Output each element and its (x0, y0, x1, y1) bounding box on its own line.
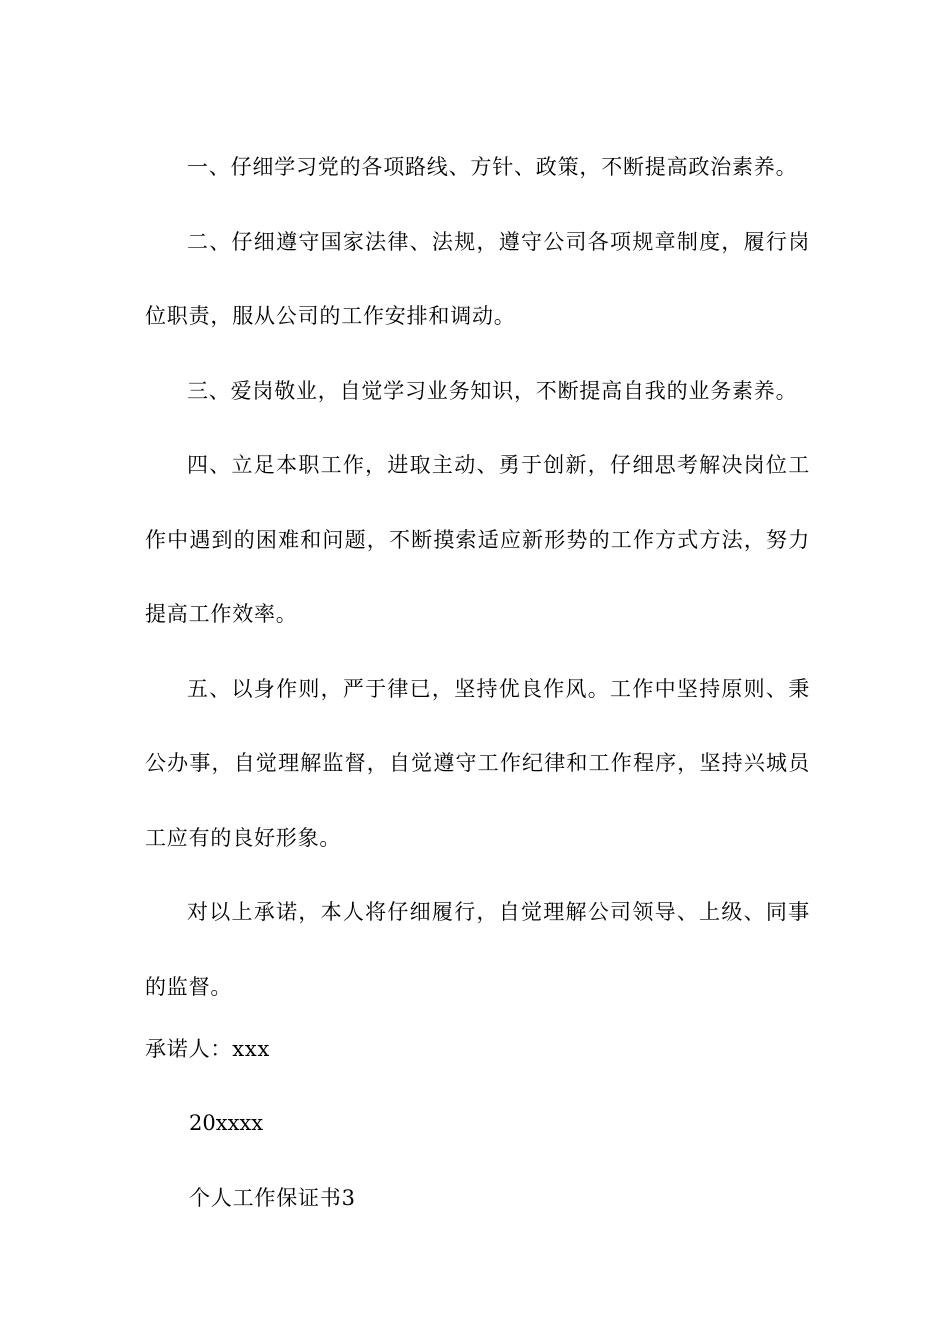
signer-line: 承诺人：xxx (145, 1037, 271, 1061)
paragraph-1: 一、仔细学习党的各项路线、方针、政策，不断提高政治素养。 (187, 155, 798, 179)
paragraph-6: 对以上承诺，本人将仔细履行，自觉理解公司领导、上级、同事的监督。 (145, 900, 810, 999)
paragraph-3: 三、爱岗敬业，自觉学习业务知识，不断提高自我的业务素养。 (187, 378, 798, 403)
document-body (145, 130, 810, 1024)
paragraph-4: 四、立足本职工作，进取主动、勇于创新，仔细思考解决岗位工作中遇到的困难和问题，不断摸索适应新形势的工作方式方法，努力提高工作效率。 (145, 453, 810, 626)
paragraph-5: 五、以身作则，严于律已，坚持优良作风。工作中坚持原则、秉公办事，自觉理解监督，自觉遵守工作纪律和工作程序，坚持兴城员工应有的良好形象。 (145, 676, 810, 850)
paragraph-2: 二、仔细遵守国家法律、法规，遵守公司各项规章制度，履行岗位职责，服从公司的工作安排和调动。 (145, 229, 810, 328)
date-line: 20xxxx (189, 1111, 264, 1135)
next-section-title: 个人工作保证书3 (189, 1186, 356, 1210)
